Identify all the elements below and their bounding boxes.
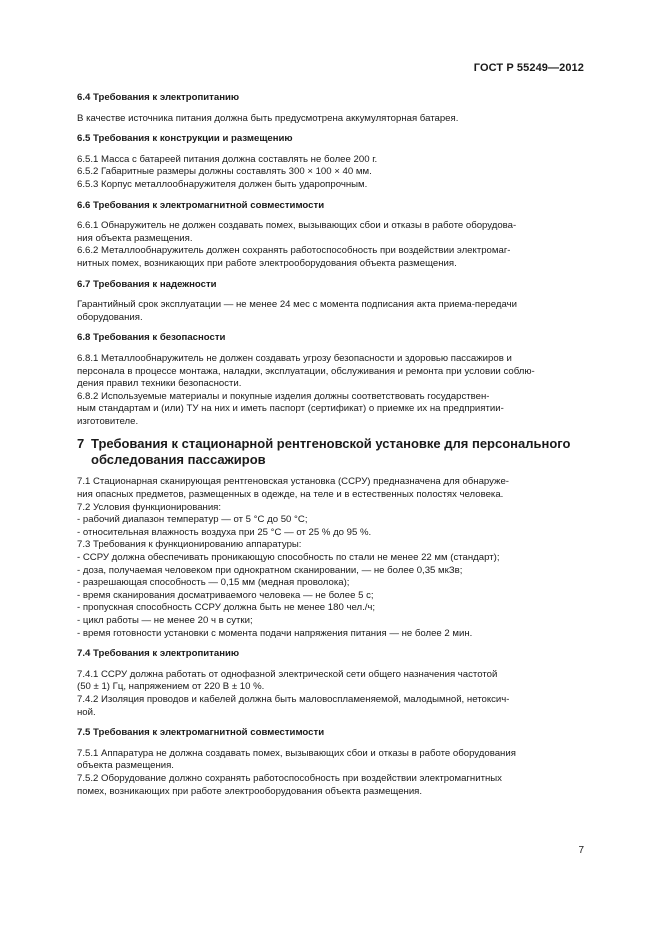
text-line: (50 ± 1) Гц, напряжением от 220 В ± 10 %. <box>77 681 265 693</box>
section-heading-6-7: 6.7 Требования к надежности <box>77 278 217 290</box>
text-line: 7.4.2 Изоляция проводов и кабелей должна быть маловоспламеняемой, малодымной, нетоксич- <box>77 693 510 705</box>
section-text-6-8 <box>77 353 583 429</box>
text-line: 6.8.2 Используемые материалы и покупные изделия должны соответствовать государствен- <box>77 390 490 402</box>
text-line: 7.2 Условия функционирования: <box>77 501 222 513</box>
chapter-number: 7 <box>77 436 85 452</box>
text-line: - цикл работы — не менее 20 ч в сутки; <box>77 615 253 626</box>
document-header: ГОСТ Р 55249—2012 <box>473 62 584 74</box>
text-line: Гарантийный срок эксплуатации — не менее 24 мес с момента подписания акта приема-передачи <box>77 299 517 311</box>
document-body <box>77 92 583 798</box>
chapter-heading-7 <box>77 436 583 468</box>
text-line: дения правил техники безопасности. <box>77 378 242 390</box>
text-line: 6.5.1 Масса с батареей питания должна составлять не более 200 г. <box>77 153 378 165</box>
section-heading-6-6: 6.6 Требования к электромагнитной совместимости <box>77 199 325 211</box>
text-line: 7.4.1 ССРУ должна работать от однофазной электрической сети общего назначения частотой <box>77 668 498 680</box>
text-line: помех, возникающих при работе электрооборудования объекта размещения. <box>77 785 423 797</box>
text-line: нитных помех, возникающих при работе электрооборудования объекта размещения. <box>77 257 457 269</box>
text-line: 6.8.1 Металлообнаружитель не должен создавать угрозу безопасности и здоровью пассажиров и <box>77 352 512 364</box>
section-heading-6-8: 6.8 Требования к безопасности <box>77 332 226 344</box>
text-line: 7.1 Стационарная сканирующая рентгеновская установка (ССРУ) предназначена для обнаруже- <box>77 476 509 488</box>
chapter-title-line: обследования пассажиров <box>91 452 266 468</box>
section-text-6-7 <box>77 299 583 324</box>
text-line: - относительная влажность воздуха при 25 °С — от 25 % до 95 %. <box>77 526 372 538</box>
text-line: - время готовности установки с момента подачи напряжения питания — не более 2 мин. <box>77 627 473 639</box>
section-heading-6-5: 6.5 Требования к конструкции и размещению <box>77 133 293 145</box>
section-heading-7-5: 7.5 Требования к электромагнитной совместимости <box>77 727 325 739</box>
text-line: объекта размещения. <box>77 760 174 772</box>
section-text-6-4 <box>77 113 583 126</box>
chapter-title-line: Требования к стационарной рентгеновской установке для персонального <box>91 436 571 452</box>
text-line: 7.3 Требования к функционированию аппаратуры: <box>77 539 302 551</box>
text-line: - ССРУ должна обеспечивать проникающую способность по стали не менее 22 мм (стандарт); <box>77 552 500 564</box>
text-line: - время сканирования досматриваемого человека — не более 5 с; <box>77 589 374 601</box>
text-line: 7.5.2 Оборудование должно сохранять работоспособность при воздействии электромагнитных <box>77 772 502 784</box>
section-heading-7-4: 7.4 Требования к электропитанию <box>77 648 240 660</box>
text-line: - рабочий диапазон температур — от 5 °С до 50 °С; <box>77 514 308 526</box>
page-number: 7 <box>578 845 584 856</box>
text-line: 6.6.1 Обнаружитель не должен создавать помех, вызывающих сбои и отказы в работе оборудова- <box>77 220 517 232</box>
text-line: изготовителе. <box>77 415 139 427</box>
section-text-6-5 <box>77 154 583 192</box>
text-line: - доза, получаемая человеком при однократном сканировании, — не более 0,35 мкЗв; <box>77 564 463 576</box>
text-line: ния объекта размещения. <box>77 232 193 244</box>
text-line: ным стандартам и (или) ТУ на них и иметь паспорт (сертификат) о приемке их на предприятии- <box>77 403 504 415</box>
section-text-7-4 <box>77 669 583 719</box>
text-line: - разрешающая способность — 0,15 мм (медная проволока); <box>77 577 350 589</box>
text-line: 6.6.2 Металлообнаружитель должен сохранять работоспособность при воздействии электромаг- <box>77 245 511 257</box>
section-heading-6-4: 6.4 Требования к электропитанию <box>77 92 240 103</box>
text-line: 6.5.2 Габаритные размеры должны составлять 300 × 100 × 40 мм. <box>77 166 372 178</box>
text-line: 6.5.3 Корпус металлообнаружителя должен быть ударопрочным. <box>77 178 368 190</box>
text-line: персонала в процессе монтажа, наладки, эксплуатации, обслуживания и ремонта при условии соблю- <box>77 365 535 377</box>
text-line: 7.5.1 Аппаратура не должна создавать помех, вызывающих сбои и отказы в работе оборудования <box>77 747 516 759</box>
text-line: ния опасных предметов, размещенных в одежде, на теле и в естественных полостях человека. <box>77 489 504 501</box>
text-line: оборудования. <box>77 311 143 323</box>
text-line: - пропускная способность ССРУ должна быть не менее 180 чел./ч; <box>77 602 376 614</box>
section-text-7-5 <box>77 748 583 798</box>
text-line: В качестве источника питания должна быть предусмотрена аккумуляторная батарея. <box>77 112 459 124</box>
text-line: ной. <box>77 706 96 718</box>
section-text-7-1-7-3 <box>77 476 583 640</box>
section-text-6-6 <box>77 220 583 270</box>
